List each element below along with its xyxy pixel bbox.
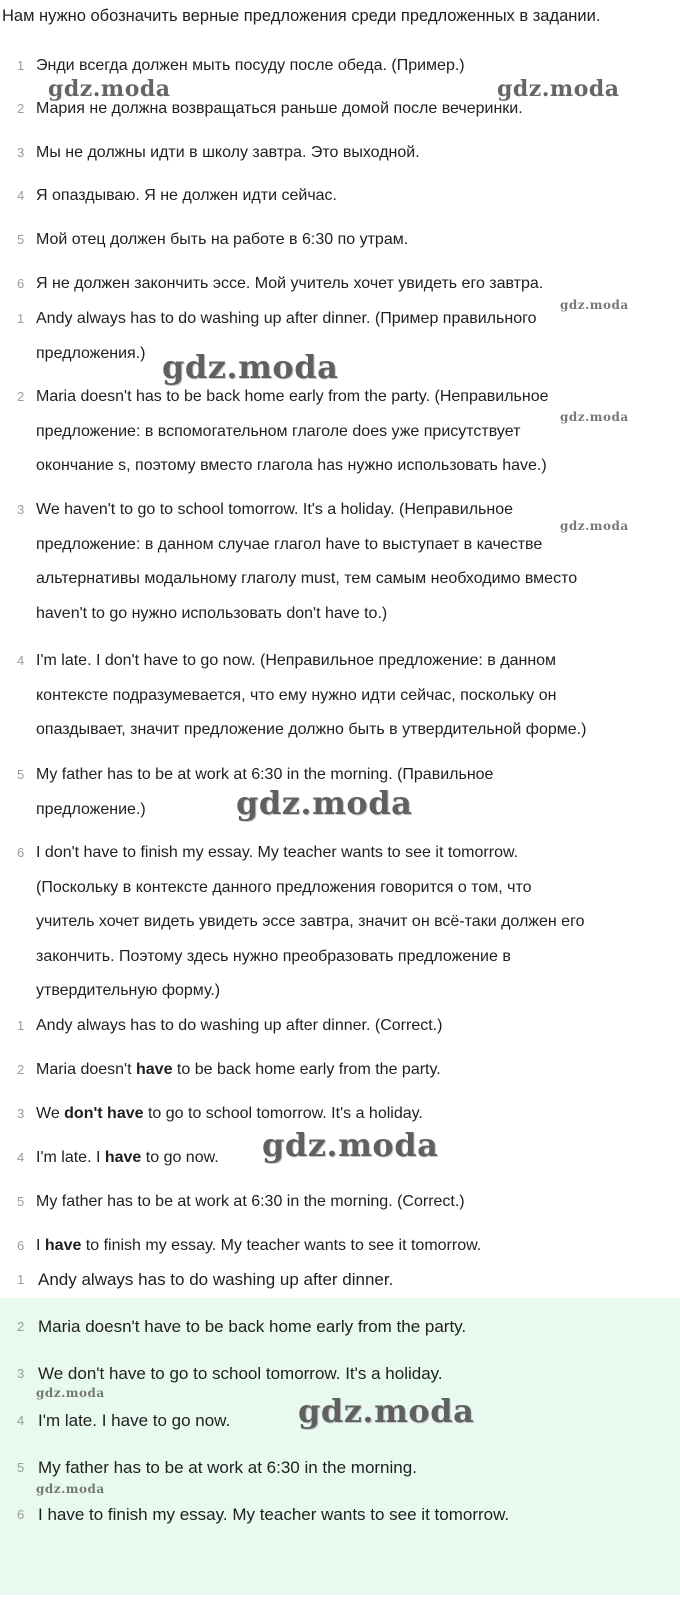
item-number: 4 <box>17 653 25 668</box>
item-text-line: утвердительную форму.) <box>36 982 221 999</box>
text-part: We <box>36 1105 65 1122</box>
item-number: 5 <box>17 767 25 782</box>
watermark: gdz.moda <box>298 1392 475 1430</box>
text-part: I'm late. I <box>36 1149 105 1166</box>
item-text-line: окончание s, поэтому вместо глагола has нужно использовать have.) <box>36 457 547 474</box>
item-number: 1 <box>17 58 25 73</box>
corrected-word: have <box>44 1237 82 1254</box>
item-number: 2 <box>17 1062 25 1077</box>
item-text <box>36 1008 668 1044</box>
corrected-word: have <box>136 1061 173 1078</box>
item-text-line: предложение: в данном случае глагол have to выступает в качестве <box>36 535 543 553</box>
item-text: Я не должен закончить эссе. Мой учитель хочет увидеть его завтра. <box>36 275 544 292</box>
item-number: 3 <box>17 1366 25 1381</box>
watermark: gdz.moda <box>560 519 629 533</box>
corrected-word: don't have <box>64 1105 144 1122</box>
watermark: gdz.moda <box>162 348 339 386</box>
answer-text: My father has to be at work at 6:30 in the morning. <box>38 1458 417 1477</box>
text-part: My father has to be at work at 6:30 in the morning. (Correct.) <box>36 1193 465 1210</box>
watermark: gdz.moda <box>236 784 413 822</box>
item-text: Мы не должны идти в школу завтра. Это выходной. <box>36 144 420 161</box>
item-text-line: альтернативы модальному глаголу must, тем самым необходимо вместо <box>36 570 578 587</box>
item-text-line: учитель хочет видеть увидеть эссе завтра, значит он всё-таки должен его <box>36 913 585 930</box>
watermark: gdz.moda <box>560 410 629 424</box>
item-number: 2 <box>17 389 25 404</box>
item-number: 3 <box>17 145 25 160</box>
item-number: 5 <box>17 1194 25 1209</box>
text-part: Maria doesn't <box>36 1061 136 1078</box>
item-number: 2 <box>17 1319 25 1334</box>
item-number: 1 <box>17 1272 25 1287</box>
answer-text: We don't have to go to school tomorrow. It's a holiday. <box>38 1364 443 1383</box>
item-text-line: предложение: в вспомогательном глаголе does уже присутствует <box>36 422 521 440</box>
text-part: Andy always has to do washing up after dinner. (Correct.) <box>36 1017 443 1034</box>
item-number: 6 <box>17 276 25 291</box>
corrected-word: have <box>104 1149 142 1166</box>
item-text-line: предложения.) <box>36 344 146 362</box>
text-part: to go to school tomorrow. It's a holiday. <box>143 1105 423 1122</box>
item-text: Мария не должна возвращаться раньше домой после вечеринки. <box>36 100 523 117</box>
item-text-line: haven't to go нужно использовать don't have to.) <box>36 604 388 622</box>
item-number: 1 <box>17 1018 25 1033</box>
item-text <box>36 1228 668 1264</box>
watermark: gdz.moda <box>48 76 171 102</box>
item-text-line: My father has to be at work at 6:30 in the morning. (Правильное <box>36 766 494 783</box>
item-number: 6 <box>17 1507 25 1522</box>
item-text-line: Maria doesn't has to be back home early from the party. (Неправильное <box>36 388 549 405</box>
item-text-line: опаздывает, значит предложение должно быть в утвердительной форме.) <box>36 721 587 738</box>
watermark: gdz.moda <box>497 76 620 102</box>
item-number: 3 <box>17 1106 25 1121</box>
item-number: 4 <box>17 1150 25 1165</box>
item-text-line: (Поскольку в контексте данного предложения говорится о том, что <box>36 878 532 896</box>
item-text-line: предложение.) <box>36 800 146 818</box>
item-text-line: We haven't to go to school tomorrow. It's a holiday. (Неправильное <box>36 501 514 518</box>
item-text-line: закончить. Поэтому здесь нужно преобразовать предложение в <box>36 947 511 965</box>
text-part: to finish my essay. My teacher wants to see it tomorrow. <box>81 1237 482 1254</box>
watermark: gdz.moda <box>262 1126 439 1164</box>
item-number: 5 <box>17 1460 25 1475</box>
answer-text: Maria doesn't have to be back home early from the party. <box>38 1317 467 1336</box>
item-text-line: I'm late. I don't have to go now. (Неправильное предложение: в данном <box>36 652 557 669</box>
item-text <box>36 1184 668 1220</box>
item-number: 1 <box>17 311 25 326</box>
text-part: to be back home early from the party. <box>172 1061 441 1078</box>
item-number: 4 <box>17 1413 25 1428</box>
item-number: 6 <box>17 1238 25 1253</box>
watermark: gdz.moda <box>560 298 629 312</box>
answer-text: I'm late. I have to go now. <box>38 1411 231 1430</box>
item-number: 5 <box>17 232 25 247</box>
answer-text: I have to finish my essay. My teacher wants to see it tomorrow. <box>38 1505 510 1524</box>
watermark: gdz.moda <box>36 1386 105 1400</box>
intro-text: Нам нужно обозначить верные предложения среди предложенных в задании. <box>2 7 601 25</box>
item-text-line: контексте подразумевается, что ему нужно идти сейчас, поскольку он <box>36 686 557 704</box>
item-text <box>36 1052 668 1088</box>
item-text-line: Andy always has to do washing up after dinner. (Пример правильного <box>36 310 537 327</box>
item-text: Энди всегда должен мыть посуду после обеда. (Пример.) <box>36 57 465 74</box>
item-text-line: I don't have to finish my essay. My teacher wants to see it tomorrow. <box>36 844 519 861</box>
text-part: I <box>36 1237 45 1254</box>
item-number: 6 <box>17 845 25 860</box>
text-part: to go now. <box>141 1149 219 1166</box>
item-text: Я опаздываю. Я не должен идти сейчас. <box>36 187 337 204</box>
item-number: 3 <box>17 502 25 517</box>
item-text: Мой отец должен быть на работе в 6:30 по утрам. <box>36 231 409 248</box>
item-number: 4 <box>17 188 25 203</box>
watermark: gdz.moda <box>36 1482 105 1496</box>
item-number: 2 <box>17 101 25 116</box>
answer-text: Andy always has to do washing up after dinner. <box>38 1270 394 1289</box>
